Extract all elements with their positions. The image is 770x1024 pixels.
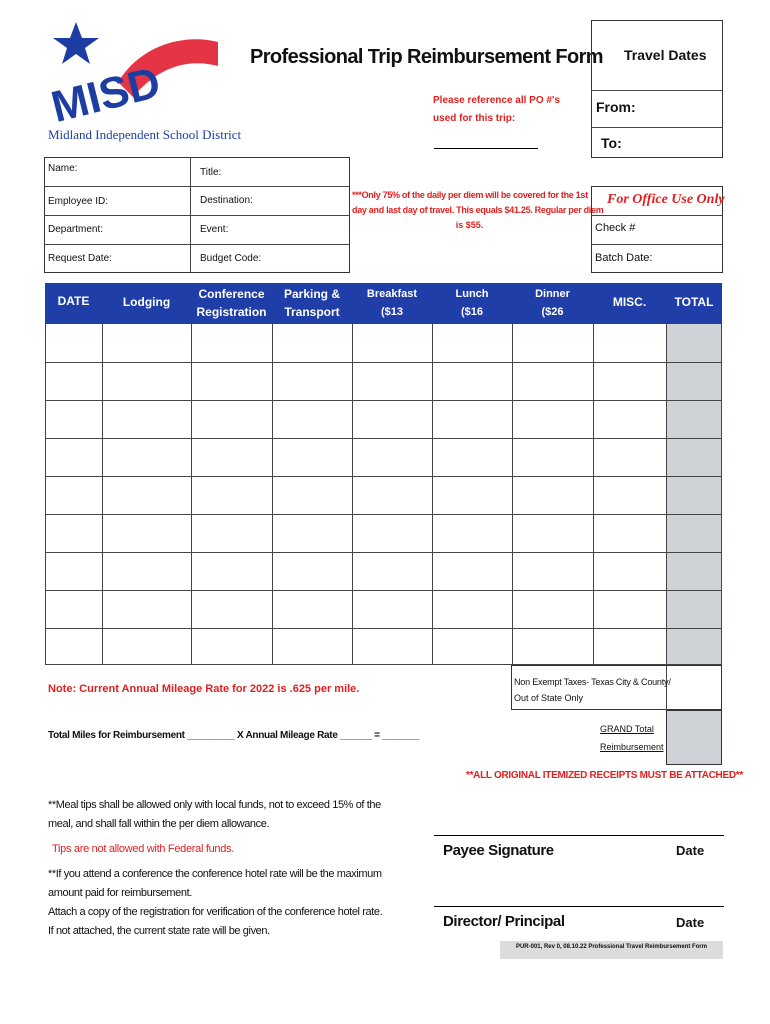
header-misc-label: MISC. (612, 295, 647, 309)
table-row[interactable] (45, 514, 722, 515)
per-diem-note-line3: is $55. (455, 220, 484, 230)
meal-tips-line2: meal, and shall fall within the per diem allowance. (48, 818, 270, 830)
misd-logo-graphic (48, 22, 223, 130)
expense-table-body (45, 324, 722, 665)
po-note-line1: Please reference all PO #'s (433, 95, 560, 106)
conference-note-line4: If not attached, the current state rate will be given. (48, 925, 270, 937)
batch-date-field[interactable] (650, 245, 720, 272)
header-lodging (102, 293, 191, 311)
table-row[interactable] (45, 590, 722, 591)
to-label: To: (601, 135, 622, 151)
table-row[interactable] (45, 628, 722, 629)
batch-date-label: Batch Date: (595, 252, 653, 264)
to-date-field[interactable] (630, 129, 720, 157)
header-dinner-line1: Dinner (535, 288, 570, 300)
destination-field[interactable] (280, 187, 348, 214)
director-signature-label: Director/ Principal (443, 913, 565, 930)
per-diem-note-line2: day and last day of travel. This equals $41.25. Regular per diem (352, 205, 604, 215)
page-title: Professional Trip Reimbursement Form (250, 46, 603, 68)
payee-date-label: Date (676, 843, 705, 858)
title-label: Title: (200, 167, 222, 178)
check-number-field[interactable] (640, 216, 720, 243)
header-dinner-line2: ($26 allowance) (524, 306, 581, 336)
title-field[interactable] (240, 158, 348, 185)
table-row[interactable] (45, 362, 722, 363)
conference-note (48, 865, 382, 941)
tips-federal-note: Tips are not allowed with Federal funds. (52, 843, 235, 855)
budget-code-label: Budget Code: (200, 253, 262, 264)
po-note-line2: used for this trip: (433, 113, 516, 124)
table-row[interactable] (45, 438, 722, 439)
header-breakfast-line1: Breakfast (366, 288, 418, 300)
header-parking (272, 285, 352, 321)
header-parking-line1: Parking & (283, 287, 340, 301)
non-exempt-label (514, 674, 671, 706)
grand-total-box (666, 710, 722, 765)
header-total (666, 293, 722, 311)
conference-note-line1: **If you attend a conference the conference hotel rate will be the maximum (48, 868, 382, 880)
logo-letters: MISD (48, 57, 166, 130)
po-note (433, 92, 560, 128)
non-exempt-line2: Out of State Only (514, 693, 584, 703)
office-use-title: For Office Use Only (607, 192, 725, 207)
budget-code-field[interactable] (270, 245, 348, 272)
check-number-label: Check # (595, 222, 636, 234)
payee-signature-label: Payee Signature (443, 842, 554, 859)
payee-signature-line[interactable] (434, 835, 724, 836)
department-field[interactable] (120, 216, 188, 243)
header-conference (191, 285, 272, 321)
logo (48, 22, 223, 130)
table-row[interactable] (45, 552, 722, 553)
header-lodging-label: Lodging (122, 295, 171, 309)
employee-id-label: Employee ID: (48, 196, 109, 207)
per-diem-note-line1: ***Only 75% of the daily per diem will be covered for the 1st (352, 190, 588, 200)
form-code: PUR-001, Rev 0, 08.10.22 Professional Travel Reimbursement Form (515, 944, 708, 950)
meal-tips-line1: **Meal tips shall be allowed only with local funds, not to exceed 15% of the (48, 799, 381, 811)
request-date-field[interactable] (120, 245, 188, 272)
mileage-note: Note: Current Annual Mileage Rate for 2022 is .625 per mile. (48, 683, 360, 695)
header-date (45, 292, 102, 310)
from-label: From: (596, 99, 636, 115)
grand-total-line2: Reimbursement (600, 742, 664, 752)
non-exempt-total-field[interactable] (667, 666, 721, 709)
header-lunch-line1: Lunch (455, 288, 489, 300)
conference-note-line2: amount paid for reimbursement. (48, 887, 192, 899)
receipts-note: **ALL ORIGINAL ITEMIZED RECEIPTS MUST BE ATTACHED** (466, 770, 743, 781)
header-date-label: DATE (57, 294, 90, 308)
grand-total-label (600, 720, 664, 756)
total-miles-line[interactable]: Total Miles for Reimbursement _________ X Annual Mileage Rate ______ = _______ (48, 730, 419, 741)
event-field[interactable] (260, 216, 348, 243)
conference-note-line3: Attach a copy of the registration for verification of the conference hotel rate. (48, 906, 383, 918)
grand-total-line1: GRAND Total (600, 724, 654, 734)
from-date-field[interactable] (640, 92, 720, 126)
name-field[interactable] (110, 158, 188, 185)
employee-id-field[interactable] (120, 187, 188, 214)
non-exempt-line1: Non Exempt Taxes- Texas City & County/ (514, 677, 671, 687)
header-conference-line2: Registration (196, 305, 267, 319)
travel-dates-title: Travel Dates (624, 47, 707, 63)
table-row[interactable] (45, 476, 722, 477)
meal-tips-note (48, 796, 381, 834)
event-label: Event: (200, 224, 229, 235)
header-parking-line2: Transport (284, 305, 340, 319)
director-signature-line[interactable] (434, 906, 724, 907)
department-label: Department: (48, 224, 104, 235)
destination-label: Destination: (200, 195, 253, 206)
request-date-label: Request Date: (48, 253, 112, 264)
header-conference-line1: Conference (198, 287, 265, 301)
name-label: Name: (48, 163, 78, 174)
header-lunch-line2: ($16 Allowance) (442, 306, 502, 336)
per-diem-note (352, 188, 604, 233)
header-misc (593, 293, 666, 311)
table-row[interactable] (45, 400, 722, 401)
director-date-label: Date (676, 915, 705, 930)
district-name: Midland Independent School District (48, 127, 242, 142)
header-breakfast-line2: ($13 allowance) (363, 306, 421, 336)
po-number-field[interactable] (434, 148, 538, 149)
header-total-label: TOTAL (674, 295, 714, 309)
